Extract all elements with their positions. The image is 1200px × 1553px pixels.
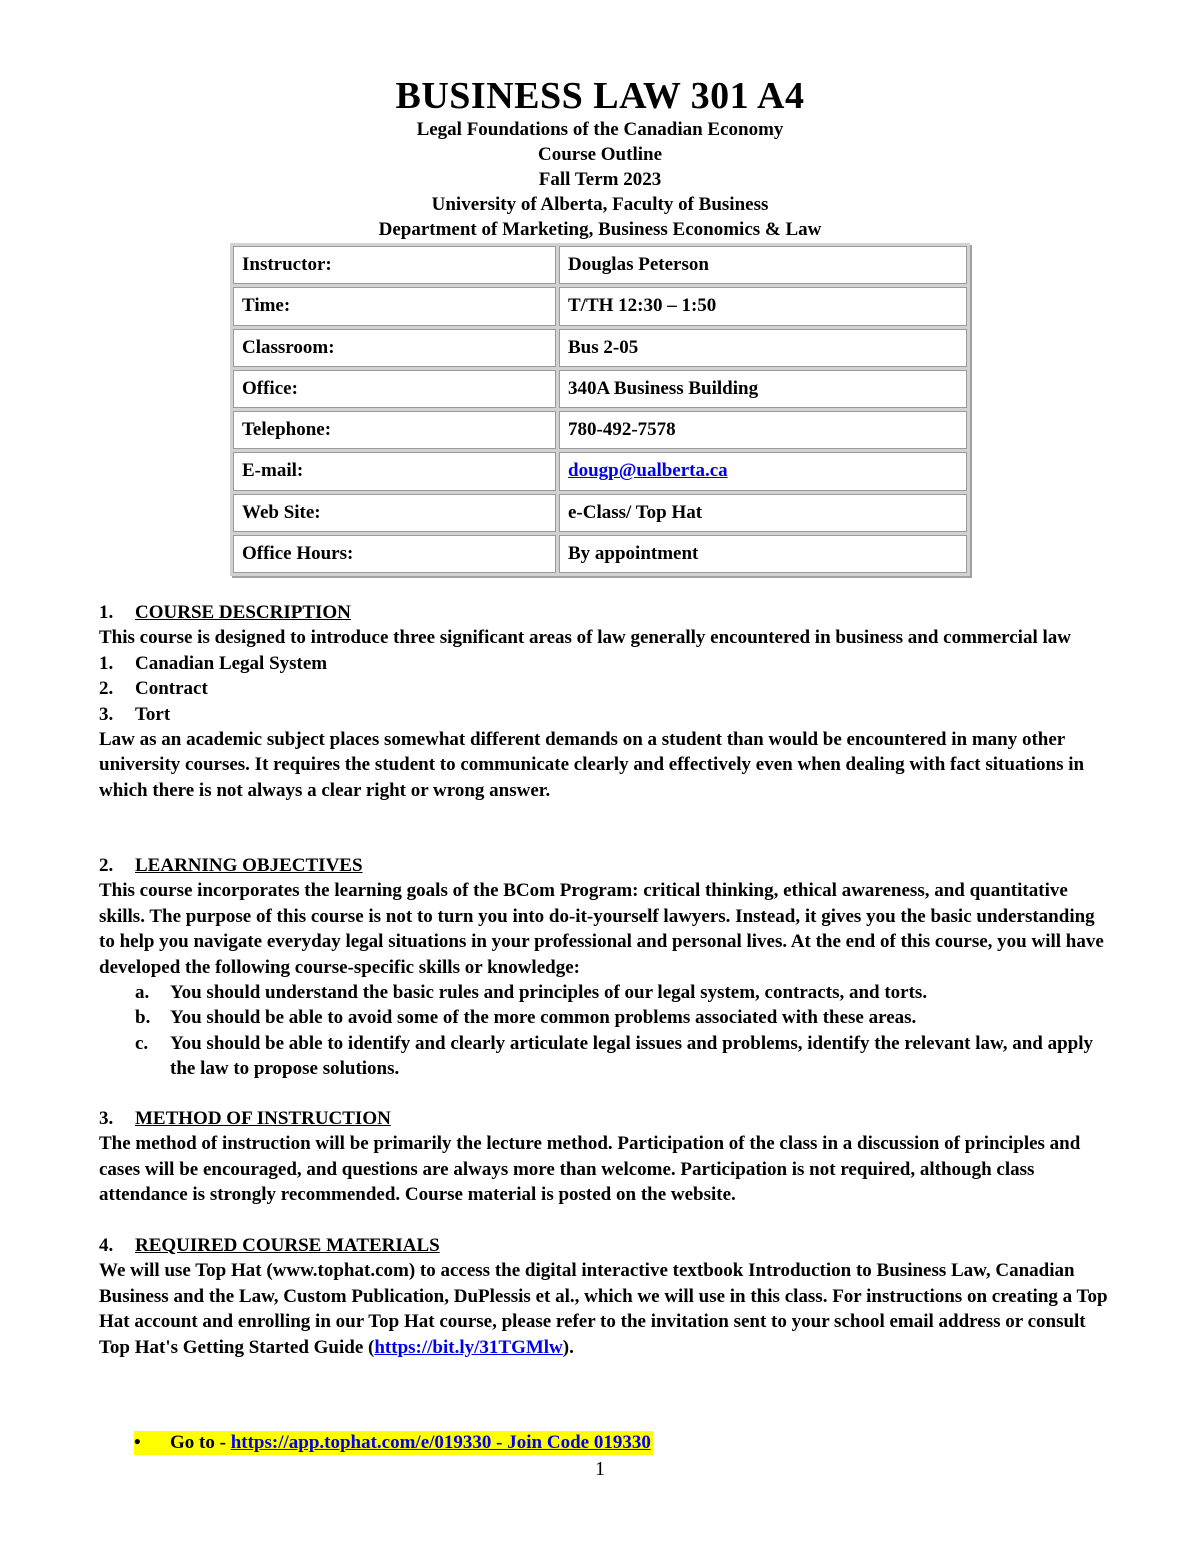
list-text: Tort [135,703,171,725]
section-number: 1. [99,602,114,623]
list-text: You should understand the basic rules and principles of our legal system, contracts, and torts. [170,982,928,1004]
section-method-of-instruction [99,1106,1109,1208]
section-number: 2. [99,855,114,876]
table-row [233,287,967,325]
table-row [233,494,967,532]
row-label: Time: [233,287,556,325]
row-label: E-mail: [233,452,556,490]
section-learning-objectives [99,853,1109,1082]
table-row [233,329,967,367]
list-text: Canadian Legal System [135,652,328,674]
list-item [99,651,1109,676]
row-value: 780-492-7578 [559,411,967,449]
email-link[interactable]: dougp@ualberta.ca [568,460,728,482]
table-row [233,411,967,449]
row-value: e-Class/ Top Hat [559,494,967,532]
tophat-join-bullet [134,1431,653,1455]
section-title: LEARNING OBJECTIVES [135,855,363,876]
list-number: 1. [99,652,114,674]
table-row [233,535,967,573]
row-value: Bus 2-05 [559,329,967,367]
list-item [99,702,1109,727]
getting-started-guide-link[interactable]: https://bit.ly/31TGMlw [374,1336,563,1358]
tophat-join-link[interactable]: https://app.tophat.com/e/019330 - Join Code 019330 [230,1432,651,1453]
list-letter: b. [135,1007,151,1029]
list-number: 2. [99,678,114,700]
bullet-icon: • [134,1432,141,1453]
section-required-materials [99,1233,1109,1360]
row-label: Instructor: [233,246,556,284]
row-label: Office Hours: [233,535,556,573]
paragraph-text-end: ). [562,1336,574,1358]
section-heading [99,600,1109,625]
page-number: 1 [595,1458,605,1480]
subtitle-department: Department of Marketing, Business Economics & Law [378,219,822,240]
section-heading [99,1106,1109,1131]
subtitle-course-outline: Course Outline [537,144,663,165]
row-label: Classroom: [233,329,556,367]
row-label: Telephone: [233,411,556,449]
row-value: By appointment [559,535,967,573]
bullet-prefix: Go to - [170,1432,231,1453]
list-text: Contract [135,678,208,700]
row-value: 340A Business Building [559,370,967,408]
row-label: Web Site: [233,494,556,532]
course-title: BUSINESS LAW 301 A4 [395,75,805,117]
list-letter: c. [135,1032,149,1054]
paragraph-text: We will use Top Hat (www.tophat.com) to access the digital interactive textbook Introduction to Business Law, Canadian Business and the Law, Custom Publication, DuPlessis et al., which we will use in this class. For instructions on creating a Top Hat account and enrolling in our Top Hat course, please refer to the invitation sent to your school email address or consult Top Hat's Getting Started Guide ( [99,1260,1108,1358]
subtitle-legal-foundations: Legal Foundations of the Canadian Economy [416,119,784,140]
row-value: T/TH 12:30 – 1:50 [559,287,967,325]
paragraph: This course incorporates the learning goals of the BCom Program: critical thinking, ethical awareness, and quantitative skills. The purpose of this course is not to turn you into do-it-yourself lawyers. Instead, it gives you the basic understanding to help you navigate everyday legal situations in your professional and personal lives. At the end of this course, you will have developed the following course-specific skills or knowledge: [99,880,1104,978]
paragraph [99,1258,1109,1360]
table-row [233,246,967,284]
list-letter: a. [135,982,150,1004]
section-title: REQUIRED COURSE MATERIALS [135,1235,440,1256]
paragraph: The method of instruction will be primarily the lecture method. Participation of the class in a discussion of principles and cases will be encouraged, and questions are always more than welcome. Participation is not required, although class attendance is strongly recommended. Course material is posted on the website. [99,1133,1081,1206]
section-heading [99,1233,1109,1258]
list-item [99,1005,1109,1030]
section-number: 4. [99,1235,114,1256]
table-row [233,452,967,490]
list-text: You should be able to avoid some of the more common problems associated with these areas. [170,1007,917,1029]
paragraph: This course is designed to introduce three significant areas of law generally encountered in business and commercial law [99,627,1071,649]
list-text: You should be able to identify and clearly articulate legal issues and problems, identify the relevant law, and apply the law to propose solutions. [170,1032,1093,1080]
paragraph: Law as an academic subject places somewhat different demands on a student than would be encountered in many other university courses. It requires the student to communicate clearly and effectively even when dealing with fact situations in which there is not always a clear right or wrong answer. [99,729,1085,801]
section-number: 3. [99,1108,114,1129]
row-label: Office: [233,370,556,408]
row-value: Douglas Peterson [559,246,967,284]
section-title: METHOD OF INSTRUCTION [135,1108,391,1129]
table-row [233,370,967,408]
list-item [99,676,1109,701]
section-title: COURSE DESCRIPTION [135,602,351,623]
subtitle-term: Fall Term 2023 [538,169,662,190]
email-cell [559,452,967,490]
instructor-info-table [230,243,970,576]
subtitle-university: University of Alberta, Faculty of Business [431,194,769,215]
section-heading [99,853,1109,878]
list-item [99,980,1109,1005]
list-item [99,1031,1109,1082]
list-number: 3. [99,703,114,725]
section-course-description [99,600,1109,803]
